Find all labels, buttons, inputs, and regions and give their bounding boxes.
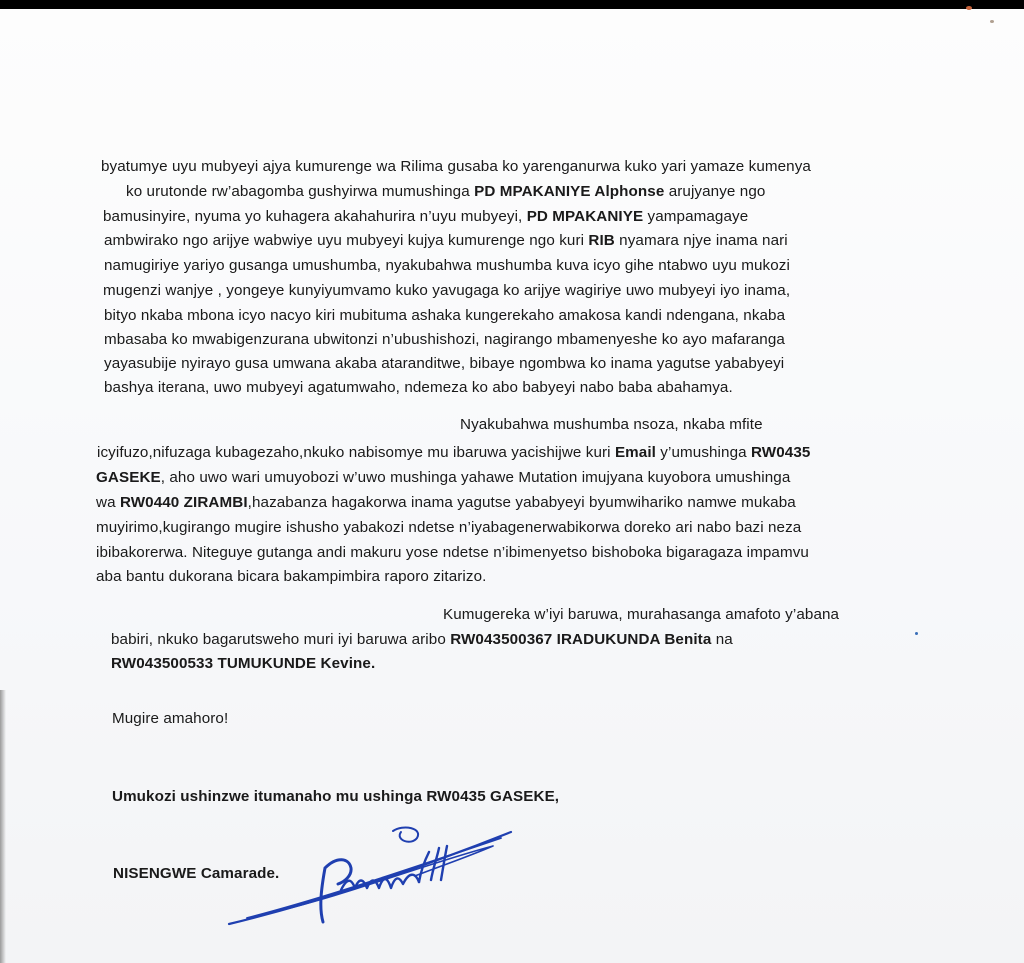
text-segment: mbasaba ko mwabigenzurana ubwitonzi n’ubushishozi, nagirango mbamenyeshe ko ayo mafaranga xyxy=(104,331,785,348)
text-segment: icyifuzo,nifuzaga kubagezaho,nkuko nabisomye mu ibaruwa yacishijwe kuri xyxy=(97,444,615,461)
scan-speck xyxy=(915,632,918,635)
letter-line xyxy=(443,605,839,625)
letter-line xyxy=(104,354,784,374)
text-segment: namugiriye yariyo gusanga umushumba, nyakubahwa mushumba kuva icyo gihe ntabwo uyu mukozi xyxy=(104,257,790,274)
bold-text: RW043500367 IRADUKUNDA Benita xyxy=(450,631,712,648)
text-segment: Nyakubahwa mushumba nsoza, nkaba mfite xyxy=(460,416,763,433)
letter-line xyxy=(104,256,790,276)
letter-line xyxy=(96,543,809,563)
letter-line xyxy=(126,182,765,202)
letter-line xyxy=(460,415,763,435)
text-segment: wa xyxy=(96,494,120,511)
text-segment: nyamara njye inama nari xyxy=(614,232,788,249)
handwritten-signature-icon xyxy=(225,818,525,933)
text-segment: ibibakorerwa. Niteguye gutanga andi makuru yose ndetse n’ibimenyetso bishoboka bigaragaza impamvu xyxy=(96,544,809,561)
bold-text: RIB xyxy=(588,232,615,249)
bold-text: RW043500533 TUMUKUNDE Kevine. xyxy=(111,655,376,672)
letter-line xyxy=(101,157,811,177)
text-segment: ambwirako ngo arijye wabwiye uyu mubyeyi kujya kumurenge ngo kuri xyxy=(104,232,589,249)
scan-speck xyxy=(990,20,994,23)
letter-line xyxy=(96,567,486,587)
bold-text: PD MPAKANIYE xyxy=(526,208,644,225)
text-segment: bityo nkaba mbona icyo nacyo kiri mubituma ashaka kungerekaho amakosa kandi ndengana, nkaba xyxy=(104,307,786,324)
letter-line xyxy=(103,207,748,227)
text-segment: y’umushinga xyxy=(655,444,751,461)
bold-text: Email xyxy=(614,444,656,461)
letter-line xyxy=(111,654,375,674)
bold-text: PD MPAKANIYE Alphonse xyxy=(474,183,665,200)
text-segment: ko urutonde rw’abagomba gushyirwa mumushinga xyxy=(126,183,475,200)
letter-line xyxy=(96,493,796,513)
text-segment: yayasubije nyirayo gusa umwana akaba ataranditwe, bibaye ngombwa ko inama yagutse yababyeyi xyxy=(104,355,785,372)
text-segment: mugenzi wanjye , yongeye kunyiyumvamo kuko yavugaga ko arijye wagiriye uwo mubyeyi iyo inama, xyxy=(103,282,791,299)
sender-name: NISENGWE Camarade. xyxy=(113,865,280,882)
closing-greeting: Mugire amahoro! xyxy=(112,710,229,727)
letter-line xyxy=(96,518,801,538)
bold-text: GASEKE xyxy=(96,469,161,486)
letter-line xyxy=(104,378,733,398)
bold-text: RW0435 xyxy=(751,444,811,461)
text-segment: muyirimo,kugirango mugire ishusho yabakozi ndetse n’iyabagenerwabikorwa doreko ari nabo bazi neza xyxy=(96,519,802,536)
letter-line xyxy=(103,281,790,301)
scan-speck xyxy=(966,6,972,10)
bold-text: RW0440 ZIRAMBI xyxy=(119,494,248,511)
text-segment: bamusinyire, nyuma yo kuhagera akahahurira n’uyu mubyeyi, xyxy=(103,208,527,225)
text-segment: yampamagaye xyxy=(643,208,749,225)
text-segment: aba bantu dukorana bicara bakampimbira raporo zitarizo. xyxy=(96,568,487,585)
letter-line xyxy=(97,443,810,463)
scan-left-shadow xyxy=(0,690,6,963)
text-segment: na xyxy=(711,631,733,648)
letter-line xyxy=(104,330,785,350)
text-segment: , aho uwo wari umuyobozi w’uwo mushinga yahawe Mutation imujyana kuyobora umushinga xyxy=(160,469,791,486)
letter-line xyxy=(96,468,790,488)
text-segment: arujyanye ngo xyxy=(664,183,766,200)
letter-line xyxy=(111,630,733,650)
text-segment: Kumugereka w’iyi baruwa, murahasanga amafoto y’abana xyxy=(443,606,840,623)
sender-title: Umukozi ushinzwe itumanaho mu ushinga RW0435 GASEKE, xyxy=(112,788,560,805)
text-segment: byatumye uyu mubyeyi ajya kumurenge wa Rilima gusaba ko yarenganurwa kuko yari yamaze kumenya xyxy=(101,158,811,175)
text-segment: ,hazabanza hagakorwa inama yagutse yababyeyi byumwihariko namwe mukaba xyxy=(247,494,796,511)
scan-top-border xyxy=(0,0,1024,9)
text-segment: bashya iterana, uwo mubyeyi agatumwaho, ndemeza ko abo babyeyi nabo baba abahamya. xyxy=(104,379,733,396)
letter-line xyxy=(104,231,788,251)
text-segment: babiri, nkuko bagarutsweho muri iyi baruwa aribo xyxy=(111,631,451,648)
letter-line xyxy=(104,306,785,326)
